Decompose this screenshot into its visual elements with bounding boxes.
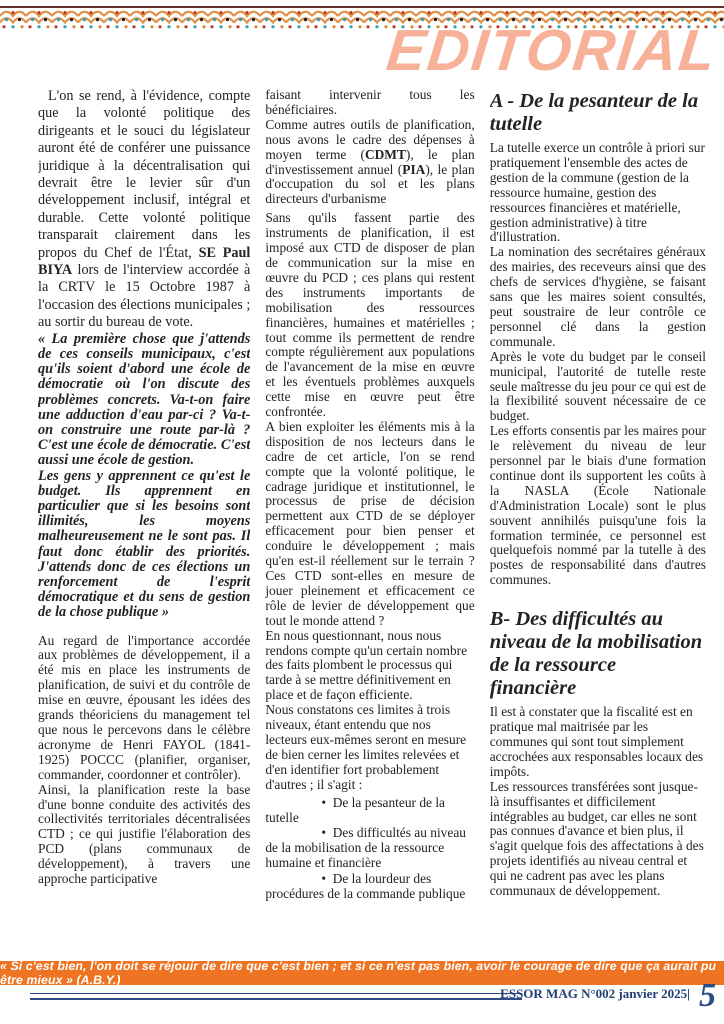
paragraph: Nous constatons ces limites à trois niveaux, étant entendu que nos lecteurs eux-mêmes seront en mesure de bien cerner les limites relevées et d'en identifier fort probablement d'autres ; il s'agit :	[265, 702, 467, 792]
paragraph: Les gens y apprennent ce qu'est le budget. Ils apprennent en particulier que si les besoins sont illimités, les moyens malheureusement ne le sont pas. Il faut donc établir des priorités. J'attends donc de ces élections un renforcement de l'esprit démocratique et du sens de gestion de la chose publique »	[38, 467, 251, 621]
paragraph: Il est à constater que la fiscalité est en pratique mal maitrisée par les communes qui sont tout simplement accrochées aux responsables locaux des impôts.	[489, 704, 704, 779]
columns	[38, 88, 706, 960]
section-heading: B- Des difficultés au niveau de la mobilisation de la ressource financière	[489, 608, 703, 700]
footer-row	[0, 977, 724, 1019]
paragraph: Ainsi, la planification reste la base d'une bonne conduite des activités des collectivités territoriales décentralisées CTD ; ce qui justifie l'élaboration des PCD (plans communaux de développement), à travers une approche participative	[38, 781, 251, 887]
top-border-line	[0, 6, 724, 8]
text-column	[265, 88, 474, 960]
paragraph: Comme autres outils de planification, nous avons le cadre des dépenses à moyen terme (CDMT), le plan d'investissement annuel (PIA), le plan d'occupation du sol et les plans directeurs d'urbanisme	[265, 116, 475, 207]
section-heading: A - De la pesanteur de la tutelle	[489, 90, 699, 135]
magazine-info: ESSOR MAG N°002 janvier 2025|	[500, 986, 690, 1001]
paragraph: faisant intervenir tous les bénéficiaires.	[265, 88, 475, 117]
text-column	[490, 88, 706, 960]
page-title: EDITORIAL	[383, 18, 720, 83]
paragraph: « La première chose que j'attends de ces conseils municipaux, c'est qu'ils soient d'abord une école de démocratie où l'on discute des problèmes concrets. Va-t-on faire une adduction d'eau par-ci ? Va-t-on construire une route par-là ? C'est une école de démocratie. C'est aussi une école de gestion.	[38, 330, 251, 469]
bullet-list	[265, 795, 474, 901]
paragraph: Au regard de l'importance accordée aux problèmes de développement, il a été mis en place les instruments de planification, de suivi et du contrôle de mise en œuvre, épousant les idées des grands théoriciens du management tel que nous le percevons dans le célèbre acronyme de Henri FAYOL (1841-1925) POCCC (planifier, organiser, commander, coordonner et contrôler).	[38, 632, 251, 782]
paragraph: Après le vote du budget par le conseil municipal, l'autorité de tutelle reste seule maîtresse du jeu pour ce qui est de la flexibilité souvent nécessaire de ce budget.	[489, 348, 706, 424]
page-number: 5	[699, 977, 716, 1014]
paragraph: En nous questionnant, nous nous rendons compte qu'un certain nombre des faits plombent le processus qui tarde à se mettre définitivement en place et de façon efficiente.	[265, 627, 468, 703]
footer-quote-bar	[0, 961, 724, 985]
bullet-item: • De la pesanteur de la tutelle	[265, 795, 474, 825]
footer-rule	[30, 993, 522, 1000]
paragraph: La tutelle exerce un contrôle à priori sur pratiquement l'ensemble des actes de gestion de la commune (gestion de la ressource humaine, gestion des ressources financières et matérielle, gestion administrative) à titre d'illustration.	[489, 140, 705, 245]
paragraph: Les efforts consentis par les maires pour le relèvement du niveau de leur personnel par le biais d'une formation continue dont ils supportent les coûts à la NASLA (École Nationale d'Administration Locale) sont le plus souvent annihilés puisqu'une fois la formation terminée, ce personnel est quelquefois nommé par la tutelle à des postes de responsabilité dans d'autres communes.	[489, 423, 706, 588]
paragraph: La nomination des secrétaires généraux des mairies, des receveurs ainsi que des chefs de services d'hygiène, se faisant sans que les maires soient consultés, peut soustraire de leur contrôle ce personnel clé dans la gestion communale.	[489, 244, 706, 349]
paragraph: Sans qu'ils fassent partie des instruments de planification, il est imposé aux CTD de disposer de plan de communication sur la mise en œuvre du PCD ; ces plans qui restent des instruments importants de mobilisation des ressources financières, humaines et matérielles ; tout comme ils permettent de rendre compte régulièrement aux populations de l'avancement de la mise en œuvre et les éventuels problèmes auxquels cette mise en œuvre peut être confrontée.	[265, 210, 475, 420]
paragraph: Les ressources transférées sont jusque-là insuffisantes et difficilement intégrables au budget, car elles ne sont pas connues d'avance et bien plus, il s'agit quelque fois des affectations à des projets identifiés au niveau central et qui ne cadrent pas avec les plans communaux de développement.	[489, 778, 704, 899]
footer-quote: « Si c'est bien, l'on doit se réjouir de dire que c'est bien ; et si ce n'est pas bien, avoir le courage de dire que ça aurait pu être mieux » (A.B.Y.)	[0, 959, 717, 987]
bullet-item: • De la lourdeur des procédures de la commande publique	[265, 871, 474, 901]
text-column	[38, 88, 250, 960]
paragraph: A bien exploiter les éléments mis à la disposition de nos lecteurs dans le cadre de cet article, l'on se rend compte que la volonté politique, le cadrage juridique et institutionnel, le processus de prise de décision permettent aux CTD de se déployer efficacement pour bien penser et conduire le développement ; mais qu'en est-il réellement sur le terrain ? Ces CTD sont-elles en mesure de jouer pleinement et efficacement ce rôle de levier de développement que tout le monde attend ?	[265, 418, 475, 628]
paragraph: L'on se rend, à l'évidence, compte que la volonté politique des dirigeants et le souci du législateur auront été de conférer une puissance juridique à la décentralisation qui devrait être le levier sûr d'un développement inclusif, intégral et durable. Cette volonté politique transparait clairement dans les propos du Chef de l'État, SE Paul BIYA lors de l'interview accordée à la CRTV le 15 Octobre 1987 à l'occasion des élections municipales ; au sortir du bureau de vote.	[38, 88, 251, 331]
bullet-item: • Des difficultés au niveau de la mobilisation de la ressource humaine et financière	[265, 825, 474, 871]
